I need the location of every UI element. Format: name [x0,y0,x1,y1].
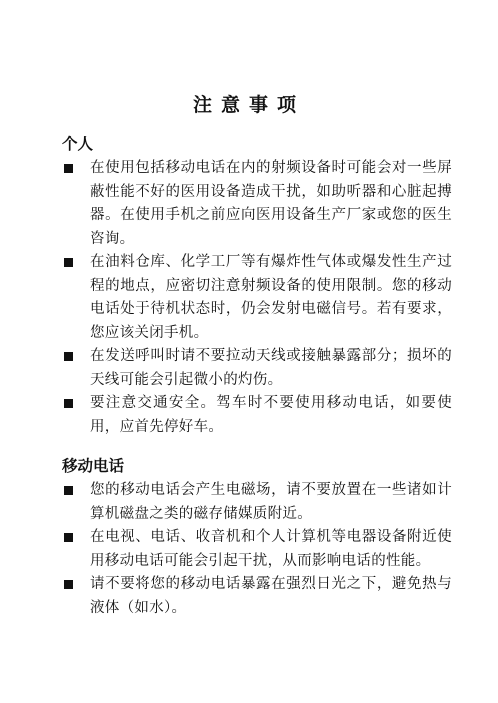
square-bullet-icon [64,352,73,361]
section-heading: 个人 [62,135,94,153]
list-item [62,479,452,526]
square-bullet-icon [64,164,73,173]
list-item-text: 您的移动电话会产生电磁场，请不要放置在一些诸如计算机磁盘之类的磁存储媒质附近。 [90,482,452,522]
list-item-text: 在电视、电话、收音机和个人计算机等电器设备附近使用移动电话可能会引起干扰，从而影响电话的性能。 [90,529,452,569]
section-personal [62,133,452,439]
list-item [62,251,452,345]
list-item [62,345,452,392]
list-item [62,526,452,573]
list-item [62,392,452,439]
list-item-text: 请不要将您的移动电话暴露在强烈日光之下，避免热与液体（如水）。 [90,576,452,616]
section-heading: 移动电话 [62,457,125,475]
square-bullet-icon [64,580,73,589]
list-item-text: 在油料仓库、化学工厂等有爆炸性气体或爆发性生产过程的地点，应密切注意射频设备的使用限制。您的移动电话处于待机状态时，仍会发射电磁信号。若有要求，您应该关闭手机。 [90,254,452,341]
square-bullet-icon [64,258,73,267]
list-item-text: 在发送呼叫时请不要拉动天线或接触暴露部分；损坏的天线可能会引起微小的灼伤。 [90,348,452,388]
list-item-text: 要注意交通安全。驾车时不要使用移动电话，如要使用，应首先停好车。 [90,395,452,435]
list-item [62,573,452,620]
list-item-text: 在使用包括移动电话在内的射频设备时可能会对一些屏蔽性能不好的医用设备造成干扰，如助听器和心脏起搏器。在使用手机之前应向医用设备生产厂家或您的医生咨询。 [90,160,452,247]
square-bullet-icon [64,486,73,495]
list-item [62,157,452,251]
page-title: 注意事项 [192,94,305,116]
square-bullet-icon [64,399,73,408]
square-bullet-icon [64,533,73,542]
section-mobile-phone [62,455,452,620]
